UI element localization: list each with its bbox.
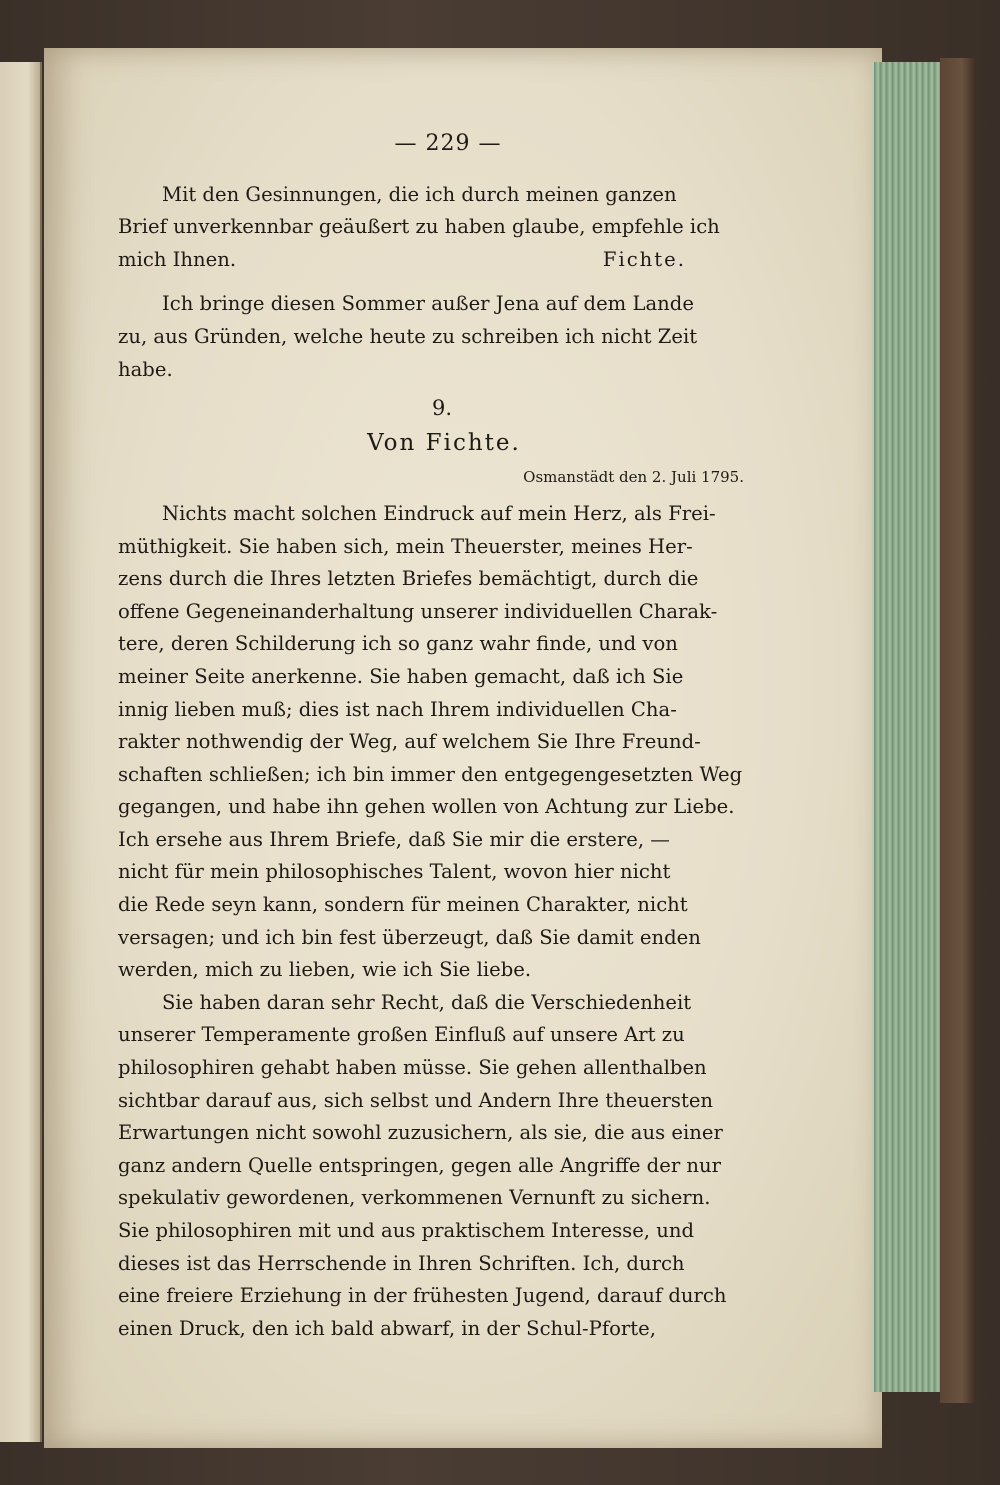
- text-line: zens durch die Ihres letzten Briefes bemächtigt, durch die: [118, 567, 699, 591]
- postscript: [118, 288, 744, 386]
- text-line: habe.: [118, 357, 173, 381]
- text-line: dieses ist das Herrschende in Ihren Schriften. Ich, durch: [118, 1251, 685, 1275]
- text-line: philosophiren gehabt haben müsse. Sie gehen allenthalben: [118, 1056, 707, 1080]
- text-line: eine freiere Erziehung in der frühesten Jugend, darauf durch: [118, 1284, 727, 1308]
- previous-page-edge: [0, 62, 42, 1442]
- signature-line: [118, 244, 744, 277]
- text-line: unserer Temperamente großen Einfluß auf unsere Art zu: [118, 1023, 685, 1047]
- text-line: nicht für mein philosophisches Talent, wovon hier nicht: [118, 860, 671, 884]
- signature: Fichte.: [602, 247, 686, 271]
- text-line: die Rede seyn kann, sondern für meinen Charakter, nicht: [118, 893, 688, 917]
- text-line: sichtbar darauf aus, sich selbst und Andern Ihre theuersten: [118, 1088, 714, 1112]
- text-line: Mit den Gesinnungen, die ich durch meinen ganzen: [162, 182, 677, 206]
- text-line: Ich bringe diesen Sommer außer Jena auf dem Lande: [162, 292, 694, 316]
- letter-number: 9.: [431, 396, 453, 421]
- text-line: ganz andern Quelle entspringen, gegen alle Angriffe der nur: [118, 1153, 722, 1177]
- closing-paragraph: [118, 179, 744, 277]
- text-line: rakter nothwendig der Weg, auf welchem Sie Ihre Freund-: [118, 730, 701, 754]
- text-line: mich Ihnen.: [118, 247, 237, 271]
- text-line: Nichts macht solchen Eindruck auf mein Herz, als Frei-: [162, 501, 716, 525]
- letter-heading: Von Fichte.: [367, 429, 521, 456]
- text-line: zu, aus Gründen, welche heute zu schreiben ich nicht Zeit: [118, 324, 698, 348]
- text-line: Sie haben daran sehr Recht, daß die Verschiedenheit: [162, 990, 692, 1014]
- text-line: Sie philosophiren mit und aus praktischem Interesse, und: [118, 1219, 695, 1242]
- text-line: werden, mich zu lieben, wie ich Sie liebe.: [118, 958, 532, 982]
- page-text: [118, 128, 744, 1345]
- text-line: einen Druck, den ich bald abwarf, in der Schul-Pforte,: [118, 1316, 656, 1340]
- text-line: gegangen, und habe ihn gehen wollen von Achtung zur Liebe.: [118, 795, 735, 819]
- text-line: offene Gegeneinanderhaltung unserer individuellen Charak-: [118, 599, 718, 623]
- page-number: — 229 —: [394, 131, 502, 156]
- text-line: Ich ersehe aus Ihrem Briefe, daß Sie mir die erstere, —: [118, 827, 670, 851]
- text-line: innig lieben muß; dies ist nach Ihrem individuellen Cha-: [118, 697, 677, 721]
- text-line: meiner Seite anerkenne. Sie haben gemacht, daß ich Sie: [118, 664, 684, 688]
- letter-paragraph-1: [118, 498, 744, 987]
- book-cover-edge: [940, 58, 976, 1403]
- text-line: Brief unverkennbar geäußert zu haben glaube, empfehle ich: [118, 215, 720, 239]
- dateline: Osmanstädt den 2. Juli 1795.: [523, 468, 744, 487]
- page-block-edge: [872, 62, 950, 1392]
- text-line: tere, deren Schilderung ich so ganz wahr finde, und von: [118, 632, 678, 656]
- text-line: versagen; und ich bin fest überzeugt, daß Sie damit enden: [118, 925, 701, 949]
- text-line: müthigkeit. Sie haben sich, mein Theuerster, meines Her-: [118, 534, 693, 558]
- letter-paragraph-2: [118, 987, 744, 1346]
- text-line: Erwartungen nicht sowohl zuzusichern, als sie, die aus einer: [118, 1121, 723, 1145]
- text-line: spekulativ gewordenen, verkommenen Vernunft zu sichern.: [118, 1186, 711, 1210]
- text-line: schaften schließen; ich bin immer den entgegengesetzten Weg: [118, 762, 743, 786]
